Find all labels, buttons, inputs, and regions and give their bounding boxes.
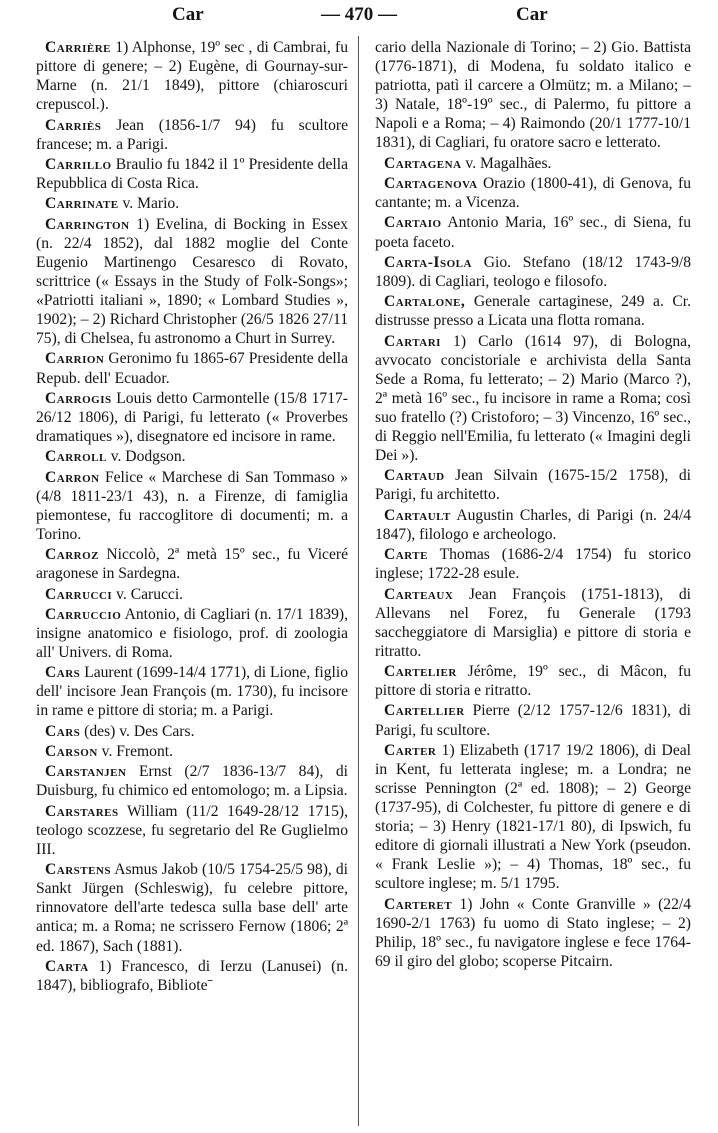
dictionary-entry [36,605,352,662]
entry-headword: Carroz [45,546,99,564]
dictionary-entry [36,545,352,583]
entry-headword: Cartelier [384,663,457,681]
entry-text: v. Dodgson. [106,448,186,466]
dictionary-entry [36,116,352,154]
dictionary-entry [375,662,695,700]
dictionary-entry [36,742,348,761]
entry-text: v. Fremont. [97,743,174,760]
entry-text: 1) Carlo (1614 97), di Bologna, avvocato concistoriale e archivista della Santa Sede a Roma, fu letterato; – 2) Mario (Marco ?), 2ª metà 16º sec., fu incisore in rame a Roma; così suo fratello (?) Cristoforo; – 3) Vincenzo, 16º sec., di Reggio nell'Emilia, fu letterato (« Imagini degli Dei »). [375,332,695,465]
dictionary-entry [36,762,352,800]
entry-headword: Carrucci [45,585,113,603]
running-head-left: Car [172,4,204,25]
dictionary-entry [36,215,352,349]
entry-headword: Carteaux [384,585,454,603]
entry-headword: Cars [45,722,81,740]
entry-headword: Cars [45,664,81,682]
entry-text: 1) Evelina, di Bocking in Essex (n. 22/4 1852), dal 1882 moglie del Conte Eugenio Martinengo Cesaresco di Rovato, scrittrice (« Essays in the Study of Folk-Songs»; «Patriotti italiani », 1890; « Lombard Studies », 1902); – 2) Richard Christopher (26/5 1826 27/11 75), di Chelsea, fu astronomo a Churt in Surrey. [36,215,352,348]
entry-text: v. Mario. [118,195,180,213]
entry-text: v. Magalhães. [461,154,552,172]
dictionary-entry [375,292,695,330]
right-column [375,38,695,972]
entry-text: Jean Silvain (1675-15/2 1758), di Parigi, fu architetto. [375,467,695,504]
entry-headword: Carrion [45,350,105,368]
entry-text: Braulio fu 1842 il 1º Presidente della Repubblica di Costa Rica. [36,155,352,193]
entry-text: Jean François (1751-1813), di Allevans nel Forez, fu Generale (1793 saccheggiatore di Marsiglia) e pittore di storia e ritratto. [375,585,695,660]
entry-text: 1) Elizabeth (1717 19/2 1806), di Deal in Kent, fu letterata inglese; m. a Londra; ne scrisse Pennington (2ª ed. 1808); – 2) George (1737-95), di Colchester, fu pittore di genere e di storia; – 3) Henry (1821-17/1 80), di Ipswich, fu editore di giornali illustrati a New York (pseudon. « Frank Leslie »); – 4) Thomas, 18º sec., fu scultore inglese; m. 5/1 1795. [375,741,695,893]
entry-headword: Cartagena [384,154,462,172]
dictionary-entry [36,194,348,213]
entry-text: Orazio (1800-41), di Genova, fu cantante; m. a Vicenza. [375,175,695,212]
entry-headword: Carta-Isola [384,253,472,271]
entry-headword: Cartault [384,506,451,524]
entry-text: Felice « Marchese di San Tommaso » (4/8 1811-23/1 43), n. a Firenze, di famiglia piemontese, fu raccoglitore di documenti; m. a Torino. [36,468,352,543]
entry-headword: Carter [384,741,437,759]
dictionary-entry [375,585,695,661]
entry-headword: Carroll [45,448,107,466]
dictionary-entry [36,389,352,446]
entry-headword: Carrington [45,215,130,233]
entry-text: cario della Nazionale di Torino; – 2) Gio. Battista (1776-1871), di Modena, fu soldato italico e patriotta, patì il carcere a Olmütz; m. a Milano; – 3) Natale, 18º-19º sec., di Palermo, fu pittore a Napoli e a Roma; – 4) Raimondo (20/1 1777-10/1 1831), di Cagliari, fu oratore sacro e letterato. [375,39,695,152]
entry-headword: Carron [45,468,100,486]
entry-text: Pierre (2/12 1757-12/6 1831), di Parigi, fu scultore. [375,702,695,739]
dictionary-entry [375,466,695,504]
dictionary-entry [36,585,348,604]
entry-text: Antonio, di Cagliari (n. 17/1 1839), insigne anatomico e fisiologo, prof. di zoologia all' Univers. di Roma. [36,605,352,661]
dictionary-entry [375,701,695,739]
entry-headword: Carruccio [45,605,122,623]
entry-text: Ernst (2/7 1836-13/7 84), di Duisburg, fu chimico ed entomologo; m. a Lipsia. [36,763,352,800]
entry-headword: Carriès [45,116,102,134]
entry-headword: Carstares [45,802,119,820]
entry-text: 1) Alphonse, 19º sec , di Cambrai, fu pittore di genere; – 2) Eugène, di Gournay-sur-Marne (n. 21/1 1849), pittore (chiaroscuri crepuscol.). [36,39,352,114]
dictionary-entry [375,38,695,153]
dictionary-entry [36,722,348,741]
dictionary-entry [36,663,352,720]
entry-text: 1) Francesco, di Ierzu (Lanusei) (n. 1847), bibliografo, Biblioteˉ [36,957,352,994]
dictionary-entry [375,332,695,466]
dictionary-entry [36,349,352,387]
entry-text: Gio. Stefano (18/12 1743-9/8 1809). di Cagliari, teologo e filosofo. [375,253,695,290]
dictionary-entry [36,860,352,955]
entry-text: 1) John « Conte Granville » (22/4 1690-2/1 1763) fu uomo di Stato inglese; – 2) Philip, 18º sec., fu navigatore inglese e fece 1764-69 il giro del globo; scoperse Pitcairn. [375,895,695,971]
entry-text: Generale cartaginese, 249 a. Cr. distrusse presso a Licata una flotta romana. [375,293,695,330]
entry-headword: Carta [45,957,89,975]
entry-headword: Cartari [384,332,441,350]
entry-headword: Carteret [384,895,453,913]
entry-text: v. Carucci. [112,585,184,603]
entry-text: Louis detto Carmontelle (15/8 1717-26/12 1806), di Parigi, fu letterato (« Proverbes dramatiques »), disegnatore ed incisore in rame. [36,389,352,445]
entry-headword: Carrinate [45,195,119,213]
entry-text: Geronimo fu 1865-67 Presidente della Repub. dell' Ecuador. [36,350,352,387]
dictionary-entry [375,253,695,291]
entry-text: Asmus Jakob (10/5 1754-25/5 98), di Sankt Jürgen (Schleswig), fu celebre pittore, rinnovatore dell'arte tedesca sulla base dell' arte antica; m. a Roma; ne scrissero Fernow (1806; 2ª ed. 1867), Sach (1881). [36,861,352,955]
dictionary-entry [375,895,695,971]
entry-headword: Cartaud [384,467,445,485]
page-header [0,2,718,28]
dictionary-entry [375,213,695,251]
entry-headword: Carstanjen [45,763,127,781]
entry-text: (des) v. Des Cars. [80,722,195,740]
entry-text: Augustin Charles, di Parigi (n. 24/4 1847), filologo e archeologo. [375,506,695,543]
entry-headword: Cartagenova [384,175,478,193]
dictionary-entry [36,957,352,995]
entry-headword: Cartalone, [384,293,466,311]
entry-text: Antonio Maria, 16º sec., di Siena, fu poeta faceto. [375,214,695,251]
dictionary-entry [375,506,695,544]
dictionary-entry [36,155,352,193]
dictionary-entry [36,38,352,114]
dictionary-entry [375,545,695,583]
entry-headword: Carte [384,546,428,564]
column-divider [358,36,359,1126]
entry-headword: Carrière [45,39,111,56]
dictionary-entry [36,468,352,544]
entry-headword: Cartaio [384,214,442,232]
entry-headword: Carson [45,743,98,760]
page-number: — 470 — [321,4,397,25]
dictionary-entry [375,741,695,894]
running-head-right: Car [516,4,548,25]
entry-headword: Carrogis [45,389,112,407]
dictionary-entry [36,447,348,466]
dictionary-entry [375,174,695,212]
entry-headword: Carrillo [45,155,112,173]
entry-headword: Carstens [45,861,112,879]
left-column [36,38,352,996]
entry-headword: Cartellier [384,702,465,720]
entry-text: Thomas (1686-2/4 1754) fu storico inglese; 1722-28 esule. [375,546,695,583]
entry-text: Niccolò, 2ª metà 15º sec., fu Viceré aragonese in Sardegna. [36,546,352,583]
entry-text: Laurent (1699-14/4 1771), di Lione, figlio dell' incisore Jean François (m. 1730), fu incisore in rame e pittore di storia; m. a Parigi. [36,664,352,720]
entry-text: Jean (1856-1/7 94) fu scultore francese; m. a Parigi. [36,116,352,153]
entry-text: Jérôme, 19º sec., di Mâcon, fu pittore di storia e ritratto. [375,663,695,700]
dictionary-entry [36,802,352,859]
entry-text: William (11/2 1649-28/12 1715), teologo scozzese, fu segretario del Re Guglielmo III. [36,802,352,858]
dictionary-entry [375,154,691,173]
